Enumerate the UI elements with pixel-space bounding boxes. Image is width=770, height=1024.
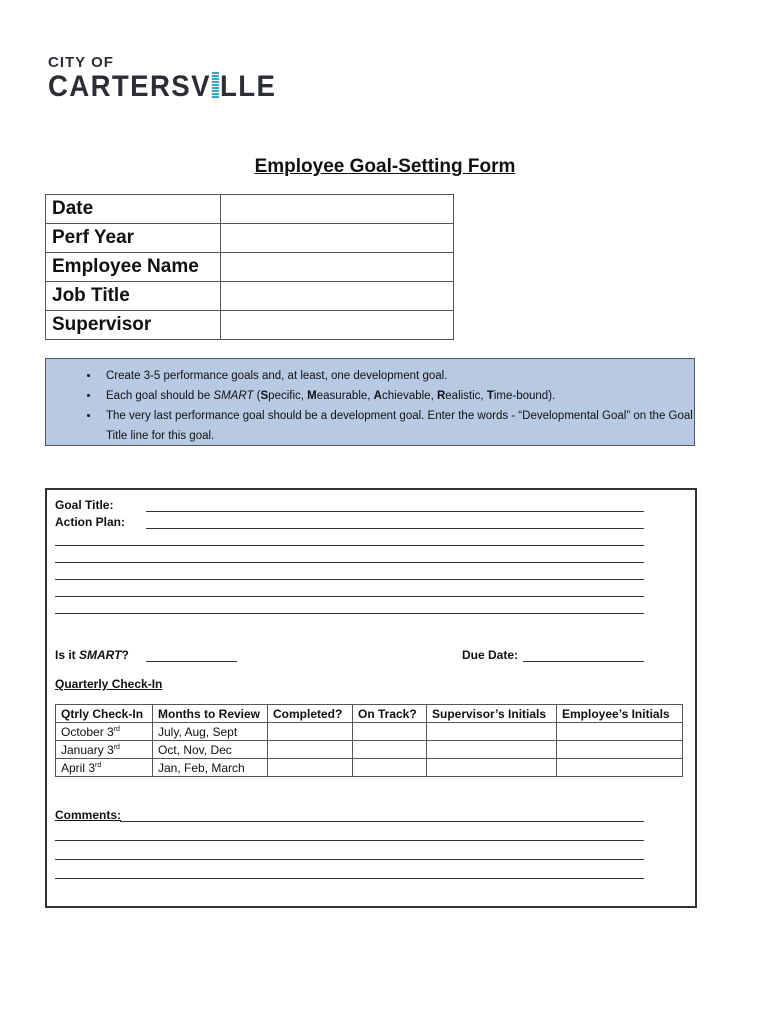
employee-name-field[interactable] xyxy=(221,253,454,282)
due-date-label: Due Date: xyxy=(462,648,519,662)
months-cell: Oct, Nov, Dec xyxy=(153,741,268,759)
table-row xyxy=(46,282,454,311)
list-item xyxy=(100,386,694,406)
logo-text-b: LLE xyxy=(220,70,277,103)
table-row xyxy=(56,723,683,741)
logo-city-of: CITY OF xyxy=(48,54,114,71)
table-row xyxy=(56,741,683,759)
checkin-date-cell xyxy=(56,741,153,759)
smart-term: SMART xyxy=(213,390,254,402)
employee-initials-cell[interactable] xyxy=(557,759,683,777)
smart-letter: A xyxy=(373,390,382,402)
column-header: Completed? xyxy=(268,705,353,723)
supervisor-initials-cell[interactable] xyxy=(427,741,557,759)
logo-text-a: CARTERSV xyxy=(48,70,211,103)
field-label: Job Title xyxy=(46,282,221,311)
table-header-row xyxy=(56,705,683,723)
checkin-date: January 3 xyxy=(61,742,114,757)
quarterly-checkin-table xyxy=(55,704,683,777)
checkin-date: April 3 xyxy=(61,760,96,775)
field-label: Date xyxy=(46,195,221,224)
table-row xyxy=(46,253,454,282)
instruction-text: ( xyxy=(253,390,261,402)
is-it-text: Is it xyxy=(55,648,80,662)
page-title: Employee Goal-Setting Form xyxy=(254,156,516,177)
job-title-field[interactable] xyxy=(221,282,454,311)
completed-cell[interactable] xyxy=(268,723,353,741)
question-mark: ? xyxy=(121,648,129,662)
is-smart-line[interactable] xyxy=(146,661,237,662)
goal-title-label: Goal Title: xyxy=(55,498,114,512)
smart-letter: T xyxy=(486,390,494,402)
supervisor-initials-cell[interactable] xyxy=(427,759,557,777)
logo-cartersville xyxy=(48,70,276,104)
on-track-cell[interactable] xyxy=(353,741,427,759)
employee-initials-cell[interactable] xyxy=(557,741,683,759)
smart-letter: M xyxy=(307,390,317,402)
column-header: On Track? xyxy=(353,705,427,723)
instruction-text: The very last performance goal should be a development goal. Enter the words - “Developmental Goal” on the Goal Title line for this goal. xyxy=(106,410,693,442)
table-row xyxy=(46,311,454,340)
instruction-text: pecific, xyxy=(268,390,308,402)
column-header: Months to Review xyxy=(153,705,268,723)
ordinal-suffix: rd xyxy=(113,743,120,751)
instructions-list xyxy=(46,366,694,446)
instruction-text: Each goal should be xyxy=(106,390,214,402)
comments-line[interactable] xyxy=(55,878,644,879)
action-plan-line[interactable] xyxy=(55,613,644,614)
employee-initials-cell[interactable] xyxy=(557,723,683,741)
is-smart-label xyxy=(55,648,129,662)
on-track-cell[interactable] xyxy=(353,759,427,777)
table-row xyxy=(46,195,454,224)
ordinal-suffix: rd xyxy=(95,761,102,769)
list-item xyxy=(100,366,694,386)
action-plan-line[interactable] xyxy=(146,528,644,529)
smart-term: SMART xyxy=(79,648,122,662)
checkin-date-cell xyxy=(56,723,153,741)
instructions-box xyxy=(45,358,695,446)
comments-line[interactable] xyxy=(120,821,644,822)
employee-info-table xyxy=(45,194,454,340)
on-track-cell[interactable] xyxy=(353,723,427,741)
smart-letter: R xyxy=(436,390,446,402)
due-date-line[interactable] xyxy=(523,661,644,662)
column-header: Supervisor’s Initials xyxy=(427,705,557,723)
perf-year-field[interactable] xyxy=(221,224,454,253)
comments-line[interactable] xyxy=(55,859,644,860)
goal-section xyxy=(45,488,697,908)
list-item xyxy=(100,406,694,446)
table-row xyxy=(46,224,454,253)
column-header: Qtrly Check-In xyxy=(56,705,153,723)
checkin-date: October 3 xyxy=(61,724,114,739)
months-cell: July, Aug, Sept xyxy=(153,723,268,741)
field-label: Supervisor xyxy=(46,311,221,340)
completed-cell[interactable] xyxy=(268,759,353,777)
smart-letter: S xyxy=(260,390,269,402)
completed-cell[interactable] xyxy=(268,741,353,759)
checkin-date-cell xyxy=(56,759,153,777)
supervisor-field[interactable] xyxy=(221,311,454,340)
action-plan-line[interactable] xyxy=(55,545,644,546)
instruction-text: ealistic, xyxy=(445,390,487,402)
supervisor-initials-cell[interactable] xyxy=(427,723,557,741)
table-row xyxy=(56,759,683,777)
quarterly-heading: Quarterly Check-In xyxy=(55,677,163,691)
field-label: Employee Name xyxy=(46,253,221,282)
date-field[interactable] xyxy=(221,195,454,224)
months-cell: Jan, Feb, March xyxy=(153,759,268,777)
goal-title-line[interactable] xyxy=(146,511,644,512)
comments-line[interactable] xyxy=(55,840,644,841)
logo-i-bar-icon xyxy=(212,72,219,98)
action-plan-label: Action Plan: xyxy=(55,515,126,529)
action-plan-line[interactable] xyxy=(55,562,644,563)
action-plan-line[interactable] xyxy=(55,596,644,597)
column-header: Employee’s Initials xyxy=(557,705,683,723)
instruction-text: Create 3-5 performance goals and, at least, one development goal. xyxy=(106,370,448,382)
ordinal-suffix: rd xyxy=(113,725,120,733)
action-plan-line[interactable] xyxy=(55,579,644,580)
field-label: Perf Year xyxy=(46,224,221,253)
instruction-text: easurable, xyxy=(316,390,374,402)
instruction-text: ime-bound). xyxy=(493,390,556,402)
instruction-text: chievable, xyxy=(381,390,437,402)
comments-label: Comments: xyxy=(55,808,122,822)
